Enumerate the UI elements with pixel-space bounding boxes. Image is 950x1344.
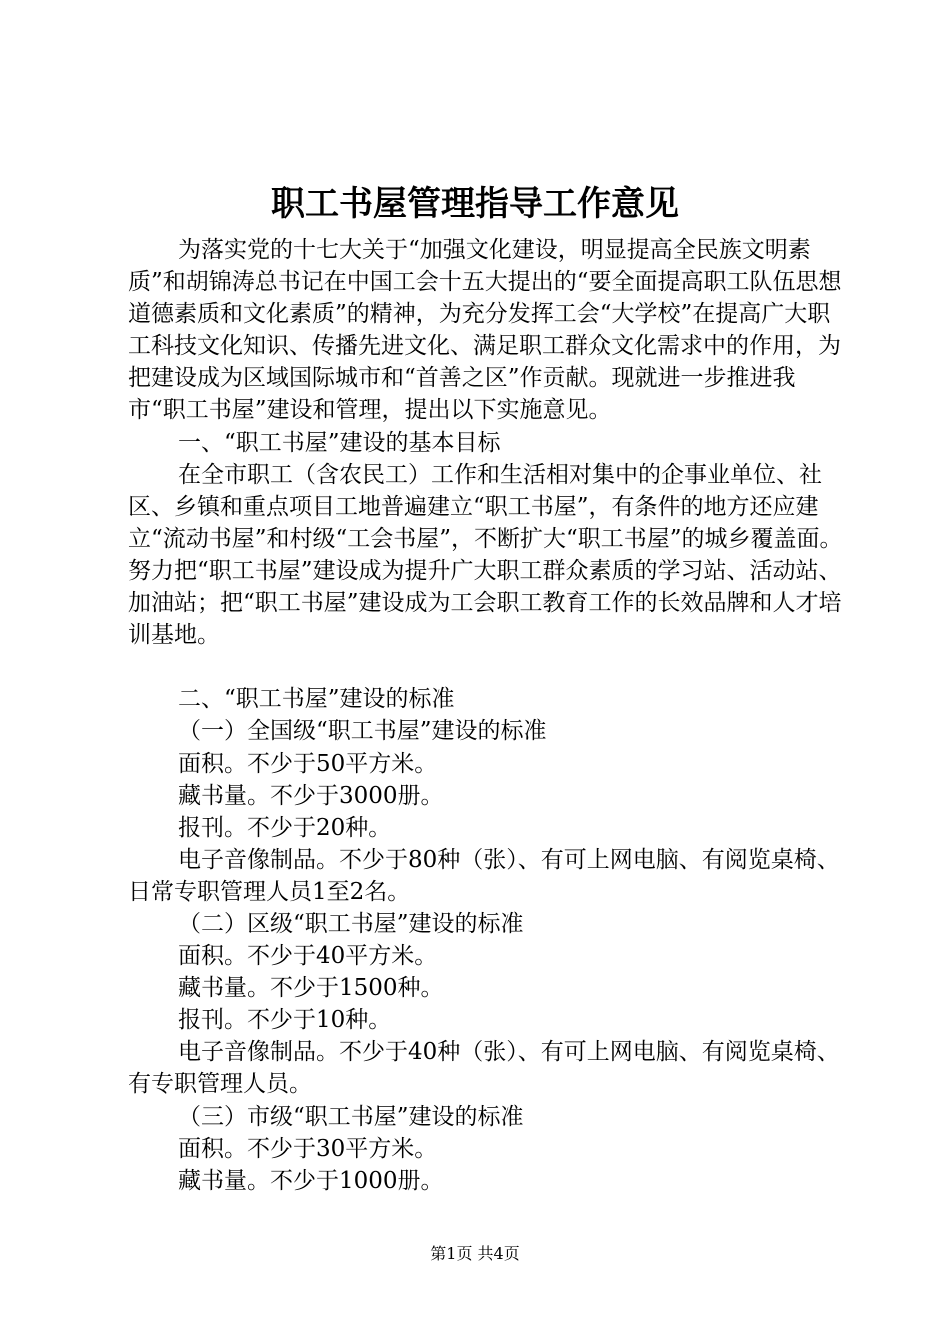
city-books: 藏书量。不少于1000册。: [178, 1167, 444, 1194]
intro-paragraph: 为落实党的十七大关于“加强文化建设，明显提高全民族文明素质”和胡锦涛总书记在中国工会十五大提出的“要全面提高职工队伍思想道德素质和文化素质”的精神，为充分发挥工会“大学校”在提高广大职工科技文化知识、传播先进文化、满足职工群众文化需求中的作用，为把建设成为区域国际城市和“首善之区”作贡献。现就进一步推进我市“职工书屋”建设和管理，提出以下实施意见。: [128, 237, 842, 424]
goals-paragraph: 在全市职工（含农民工）工作和生活相对集中的企事业单位、社区、乡镇和重点项目工地普遍建立“职工书屋”，有条件的地方还应建立“流动书屋”和村级“工会书屋”，不断扩大“职工书屋”的城乡覆盖面。努力把“职工书屋”建设成为提升广大职工群众素质的学习站、活动站、加油站；把“职工书屋”建设成为工会职工教育工作的长效品牌和人才培训基地。: [128, 461, 843, 649]
national-media: 电子音像制品。不少于80种（张）、有可上网电脑、有阅览桌椅、日常专职管理人员1至2名。: [128, 846, 840, 905]
document-body: [128, 234, 846, 1197]
subheading-national: （一）全国级“职工书屋”建设的标准: [178, 718, 547, 745]
blank-line: [128, 651, 846, 683]
district-books: 藏书量。不少于1500种。: [178, 975, 444, 1002]
subheading-city: （三）市级“职工书屋”建设的标准: [178, 1103, 524, 1130]
document-title: 职工书屋管理指导工作意见: [271, 184, 679, 224]
subheading-district: （二）区级“职工书屋”建设的标准: [178, 910, 524, 937]
section-heading-goals: 一、“职工书屋”建设的基本目标: [178, 429, 501, 456]
city-area: 面积。不少于30平方米。: [178, 1135, 438, 1162]
district-periodicals: 报刊。不少于10种。: [178, 1007, 392, 1034]
page-number: 第1页 共4页: [430, 1244, 520, 1263]
district-media: 电子音像制品。不少于40种（张）、有可上网电脑、有阅览桌椅、有专职管理人员。: [128, 1039, 840, 1098]
district-area: 面积。不少于40平方米。: [178, 943, 438, 970]
national-periodicals: 报刊。不少于20种。: [178, 814, 392, 841]
section-heading-standards: 二、“职工书屋”建设的标准: [178, 686, 455, 713]
national-area: 面积。不少于50平方米。: [178, 750, 438, 777]
national-books: 藏书量。不少于3000册。: [178, 782, 444, 809]
